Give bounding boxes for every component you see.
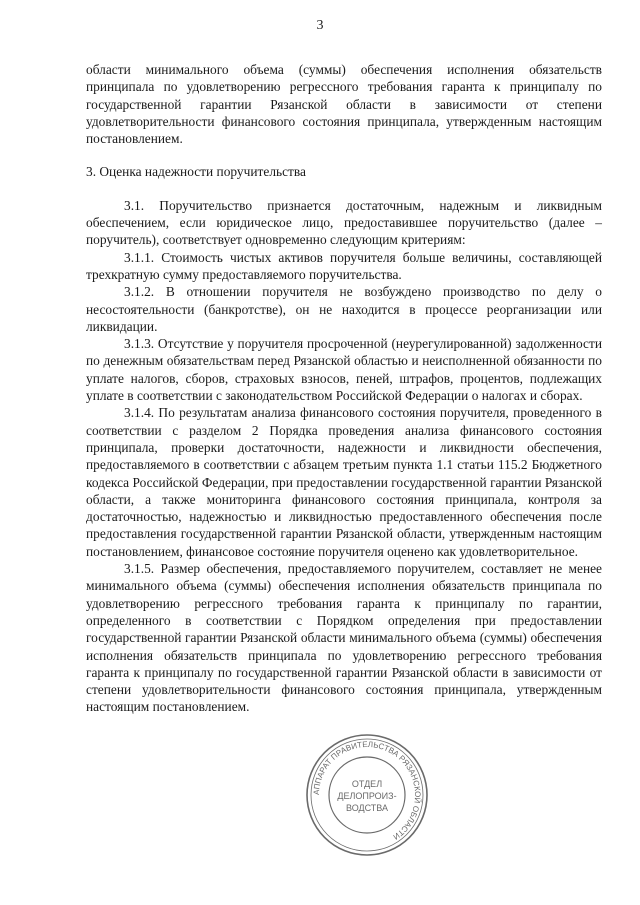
paragraph-3-1-3: 3.1.3. Отсутствие у поручителя просроченной (неурегулированной) задолженности по денежным обязательствам перед Рязанской областью и неисполненной обязанности по уплате налогов, сборов, страховых взносов, пеней, штрафов, процентов, подлежащих уплате в соответствии с законодательством Российской Федерации о налогах и сборах. [86, 336, 602, 404]
section-heading: 3. Оценка надежности поручительства [86, 164, 306, 180]
stamp-line-3: ВОДСТВА [345, 803, 389, 813]
document-body [86, 61, 602, 716]
stamp-ring-text: АППАРАТ ПРАВИТЕЛЬСТВА РЯЗАНСКОЙ ОБЛАСТИ [311, 739, 423, 842]
paragraph-3-1-4: 3.1.4. По результатам анализа финансового состояния поручителя, проведенного в соответствии с разделом 2 Порядка проведения анализа финансового состояния принципала, проверки достаточности, надежности и ликвидности обеспечения, предоставляемого в соответствии с абзацем третьим пункта 1.1 статьи 115.2 Бюджетного кодекса Российской Федерации, при предоставлении государственной гарантии Рязанской области, а также мониторинга финансового состояния принципала, контроля за достаточностью, надежностью и ликвидностью предоставленного обеспечения после предоставления государственной гарантии Рязанской области, утвержденным настоящим постановлением, финансовое состояние поручителя оценено как удовлетворительное. [86, 405, 602, 559]
paragraph-3-1-1: 3.1.1. Стоимость чистых активов поручителя больше величины, составляющей трехкратную сумму предоставляемого поручительства. [86, 249, 602, 282]
paragraph-3-1-2: 3.1.2. В отношении поручителя не возбуждено производство по делу о несостоятельности (банкротстве), он не находится в процессе реорганизации или ликвидации. [86, 284, 602, 334]
stamp-line-2: ДЕЛОПРОИЗ- [337, 791, 397, 801]
page-number: 3 [316, 18, 324, 33]
stamp-line-1: ОТДЕЛ [351, 779, 383, 789]
stamp-seal-icon [302, 730, 432, 860]
paragraph-3-1: 3.1. Поручительство признается достаточным, надежным и ликвидным обеспечением, если юридическое лицо, предоставившее поручительство (далее – поручитель), соответствует одновременно следующим критериям: [86, 197, 602, 248]
paragraph-3-1-5: 3.1.5. Размер обеспечения, предоставляемого поручителем, составляет не менее минимального объема (суммы) обеспечения исполнения обязательств принципала по удовлетворению регрессного требования гаранта к принципалу по гарантии, определенного в соответствии с Порядком определения при предоставлении государственной гарантии Рязанской области минимального объема (суммы) обеспечения исполнения обязательств принципала по удовлетворению регрессного требования гаранта к принципалу по государственной гарантии Рязанской области в зависимости от степени удовлетворительности финансового состояния принципала, утвержденным настоящим постановлением. [86, 561, 602, 715]
lead-paragraph: области минимального объема (суммы) обеспечения исполнения обязательств принципала по удовлетворению регрессного требования гаранта к принципалу по государственной гарантии Рязанской области в зависимости от степени удовлетворительности финансового состояния принципала, утвержденным настоящим постановлением. [86, 62, 602, 147]
official-stamp [302, 730, 432, 860]
